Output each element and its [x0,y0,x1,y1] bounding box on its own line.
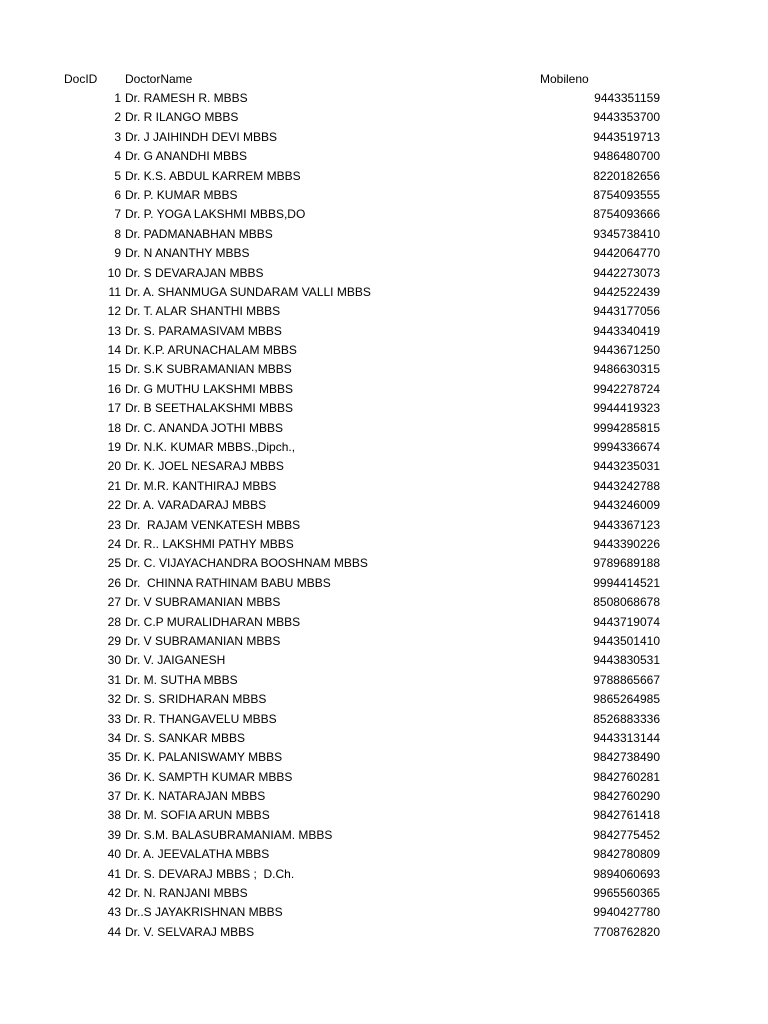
table-row [0,576,768,595]
table-row [0,653,768,672]
doc-id-cell: 35 [107,750,121,765]
doctor-name-cell: Dr. C. VIJAYACHANDRA BOOSHNAM MBBS [125,556,368,571]
table-row [0,459,768,478]
mobile-number-cell: 9442522439 [593,284,660,299]
doctor-name-cell: Dr. R ILANGO MBBS [125,110,239,125]
table-row [0,382,768,401]
doctor-name-cell: Dr. N.K. KUMAR MBBS.,Dipch., [125,440,296,455]
table-row [0,847,768,866]
doc-id-cell: 36 [107,769,121,784]
doctor-name-cell: Dr. K. PALANISWAMY MBBS [125,750,283,765]
mobile-number-cell: 9940427780 [593,905,660,920]
doctor-name-cell: Dr. M. SOFIA ARUN MBBS [125,808,270,823]
doctor-name-cell: Dr. R. THANGAVELU MBBS [125,711,277,726]
doc-id-cell: 16 [107,381,121,396]
doc-id-cell: 44 [107,924,121,939]
doctor-name-cell: Dr. RAJAM VENKATESH MBBS [125,517,301,532]
doctor-name-cell: Dr. K. SAMPTH KUMAR MBBS [125,769,293,784]
doctor-name-cell: Dr. S. DEVARAJ MBBS ; D.Ch. [125,866,295,881]
mobile-number-cell: 9443177056 [593,304,660,319]
doctor-name-cell: Dr. A. VARADARAJ MBBS [125,498,267,513]
mobile-number-cell: 9443235031 [593,459,660,474]
doctor-name-cell: Dr. RAMESH R. MBBS [125,91,248,105]
mobile-number-cell: 9788865667 [593,672,660,687]
table-row [0,828,768,847]
table-row [0,343,768,362]
table-row [0,905,768,924]
table-row [0,673,768,692]
table-row [0,227,768,246]
mobile-number-cell: 9443830531 [593,653,660,668]
table-row [0,246,768,265]
doctor-name-cell: Dr. V SUBRAMANIAN MBBS [125,595,281,610]
doc-id-cell: 14 [107,343,121,358]
doc-id-cell: 7 [114,207,121,222]
doctor-name-cell: Dr. S. SRIDHARAN MBBS [125,692,267,707]
doc-id-cell: 34 [107,730,121,745]
doctor-name-cell: Dr. K. JOEL NESARAJ MBBS [125,459,284,474]
table-row [0,770,768,789]
doctor-name-cell: Dr. C. ANANDA JOTHI MBBS [125,420,284,435]
doc-id-cell: 31 [107,672,121,687]
doc-id-cell: 2 [114,110,121,125]
doc-id-cell: 19 [107,440,121,455]
table-row [0,91,768,110]
doc-id-cell: 39 [107,827,121,842]
table-row [0,110,768,129]
doctor-name-cell: Dr. N ANANTHY MBBS [125,246,250,261]
doc-id-cell: 38 [107,808,121,823]
doctor-name-cell: Dr. V. SELVARAJ MBBS [125,924,255,939]
doc-id-cell: 27 [107,595,121,610]
table-row [0,498,768,517]
doc-id-cell: 11 [108,284,121,299]
doctor-name-cell: Dr. S. SANKAR MBBS [125,730,246,745]
doc-id-cell: 40 [107,847,121,862]
table-row [0,867,768,886]
doc-id-cell: 25 [107,556,121,571]
doctor-name-cell: Dr. PADMANABHAN MBBS [125,226,273,241]
mobile-number-cell: 9443242788 [593,478,660,493]
table-row [0,808,768,827]
mobile-number-cell: 9994285815 [593,420,660,435]
doctor-name-cell: Dr. B SEETHALAKSHMI MBBS [125,401,294,416]
mobile-number-cell: 9842775452 [593,827,660,842]
mobile-number-cell: 9842761418 [593,808,660,823]
mobile-number-cell: 9443351159 [594,91,660,105]
doc-id-cell: 30 [107,653,121,668]
doctor-name-cell: Dr. S.K SUBRAMANIAN MBBS [125,362,292,377]
mobile-number-cell: 9486480700 [593,149,660,164]
doctor-name-cell: Dr. S.M. BALASUBRAMANIAM. MBBS [125,827,333,842]
table-row [0,692,768,711]
table-row [0,925,768,944]
doc-id-cell: 37 [107,789,121,804]
table-row [0,188,768,207]
mobile-number-cell: 9842760281 [593,769,660,784]
mobile-number-cell: 9842760290 [593,789,660,804]
doctor-name-cell: Dr. K.P. ARUNACHALAM MBBS [125,343,297,358]
doctor-name-cell: Dr. V. JAIGANESH [125,653,226,668]
table-row [0,537,768,556]
doc-id-cell: 10 [107,265,121,280]
mobile-number-cell: 7708762820 [593,924,660,939]
table-row [0,304,768,323]
doctor-name-cell: Dr. S. PARAMASIVAM MBBS [125,323,282,338]
table-row [0,207,768,226]
table-row [0,362,768,381]
mobile-number-cell: 9443501410 [593,633,660,648]
table-row [0,149,768,168]
doctor-name-cell: Dr. A. SHANMUGA SUNDARAM VALLI MBBS [125,284,371,299]
mobile-number-cell: 9894060693 [593,866,660,881]
table-row [0,731,768,750]
doc-id-cell: 24 [107,536,121,551]
table-row [0,169,768,188]
table-row [0,556,768,575]
mobile-number-cell: 9965560365 [593,886,660,901]
table-row [0,401,768,420]
doc-id-cell: 32 [107,692,121,707]
doc-id-cell: 5 [114,168,121,183]
doctor-name-cell: Dr. CHINNA RATHINAM BABU MBBS [125,575,331,590]
table-row [0,285,768,304]
mobile-number-cell: 8508068678 [593,595,660,610]
doc-id-cell: 4 [114,149,121,164]
mobile-number-cell: 9944419323 [593,401,660,416]
column-header-mobileno: Mobileno [540,72,589,86]
table-row [0,266,768,285]
mobile-number-cell: 9942278724 [593,381,660,396]
doc-id-cell: 15 [107,362,121,377]
mobile-number-cell: 9443671250 [593,343,660,358]
mobile-number-cell: 9443313144 [593,730,660,745]
mobile-number-cell: 9789689188 [593,556,660,571]
doc-id-cell: 12 [107,304,121,319]
mobile-number-cell: 8754093666 [593,207,660,222]
table-row [0,789,768,808]
mobile-number-cell: 8526883336 [593,711,660,726]
mobile-number-cell: 9442064770 [593,246,660,261]
mobile-number-cell: 9994336674 [593,440,660,455]
doctor-name-cell: Dr. C.P MURALIDHARAN MBBS [125,614,301,629]
doc-id-cell: 22 [107,498,121,513]
mobile-number-cell: 9486630315 [593,362,660,377]
column-header-docid: DocID [64,72,98,86]
mobile-number-cell: 9443353700 [593,110,660,125]
doctor-name-cell: Dr. G MUTHU LAKSHMI MBBS [125,381,294,396]
table-row [0,750,768,769]
doc-id-cell: 43 [107,905,121,920]
mobile-number-cell: 9443246009 [593,498,660,513]
doctor-table-body [0,91,768,944]
mobile-number-cell: 9994414521 [593,575,660,590]
doctor-name-cell: Dr. T. ALAR SHANTHI MBBS [125,304,281,319]
doc-id-cell: 21 [107,478,121,493]
doc-id-cell: 8 [114,226,121,241]
doctor-name-cell: Dr. A. JEEVALATHA MBBS [125,847,270,862]
doc-id-cell: 29 [107,633,121,648]
doc-id-cell: 13 [107,323,121,338]
doc-id-cell: 6 [114,187,121,202]
mobile-number-cell: 9345738410 [593,226,660,241]
doctor-name-cell: Dr. M.R. KANTHIRAJ MBBS [125,478,277,493]
doctor-name-cell: Dr..S JAYAKRISHNAN MBBS [125,905,283,920]
table-row [0,615,768,634]
table-row [0,518,768,537]
doc-id-cell: 28 [107,614,121,629]
doctor-name-cell: Dr. R.. LAKSHMI PATHY MBBS [125,536,294,551]
doctor-name-cell: Dr. N. RANJANI MBBS [125,886,248,901]
doc-id-cell: 23 [107,517,121,532]
doc-id-cell: 41 [107,866,121,881]
table-row [0,712,768,731]
doc-id-cell: 42 [107,886,121,901]
table-row [0,479,768,498]
doc-id-cell: 3 [114,129,121,144]
mobile-number-cell: 8754093555 [593,187,660,202]
doc-id-cell: 18 [107,420,121,435]
doc-id-cell: 17 [107,401,121,416]
table-row [0,595,768,614]
table-row [0,886,768,905]
mobile-number-cell: 9443340419 [593,323,660,338]
table-row [0,634,768,653]
doctor-name-cell: Dr. S DEVARAJAN MBBS [125,265,264,280]
mobile-number-cell: 9443390226 [593,536,660,551]
doctor-name-cell: Dr. P. YOGA LAKSHMI MBBS,DO [125,207,306,222]
mobile-number-cell: 9842780809 [593,847,660,862]
table-row [0,440,768,459]
column-header-doctorname: DoctorName [125,72,193,86]
mobile-number-cell: 8220182656 [593,168,660,183]
doctor-name-cell: Dr. V SUBRAMANIAN MBBS [125,633,281,648]
doc-id-cell: 9 [114,246,121,261]
doctor-name-cell: Dr. J JAIHINDH DEVI MBBS [125,129,278,144]
doctor-name-cell: Dr. G ANANDHI MBBS [125,149,248,164]
mobile-number-cell: 9842738490 [593,750,660,765]
doctor-name-cell: Dr. K. NATARAJAN MBBS [125,789,266,804]
mobile-number-cell: 9443519713 [593,129,660,144]
mobile-number-cell: 9443367123 [593,517,660,532]
table-row [0,324,768,343]
doctor-name-cell: Dr. M. SUTHA MBBS [125,672,238,687]
doc-id-cell: 1 [114,91,121,105]
mobile-number-cell: 9865264985 [593,692,660,707]
doc-id-cell: 20 [107,459,121,474]
mobile-number-cell: 9443719074 [593,614,660,629]
mobile-number-cell: 9442273073 [593,265,660,280]
doc-id-cell: 33 [107,711,121,726]
table-row [0,421,768,440]
doctor-name-cell: Dr. P. KUMAR MBBS [125,187,238,202]
doc-id-cell: 26 [107,575,121,590]
doctor-name-cell: Dr. K.S. ABDUL KARREM MBBS [125,168,301,183]
table-row [0,130,768,149]
